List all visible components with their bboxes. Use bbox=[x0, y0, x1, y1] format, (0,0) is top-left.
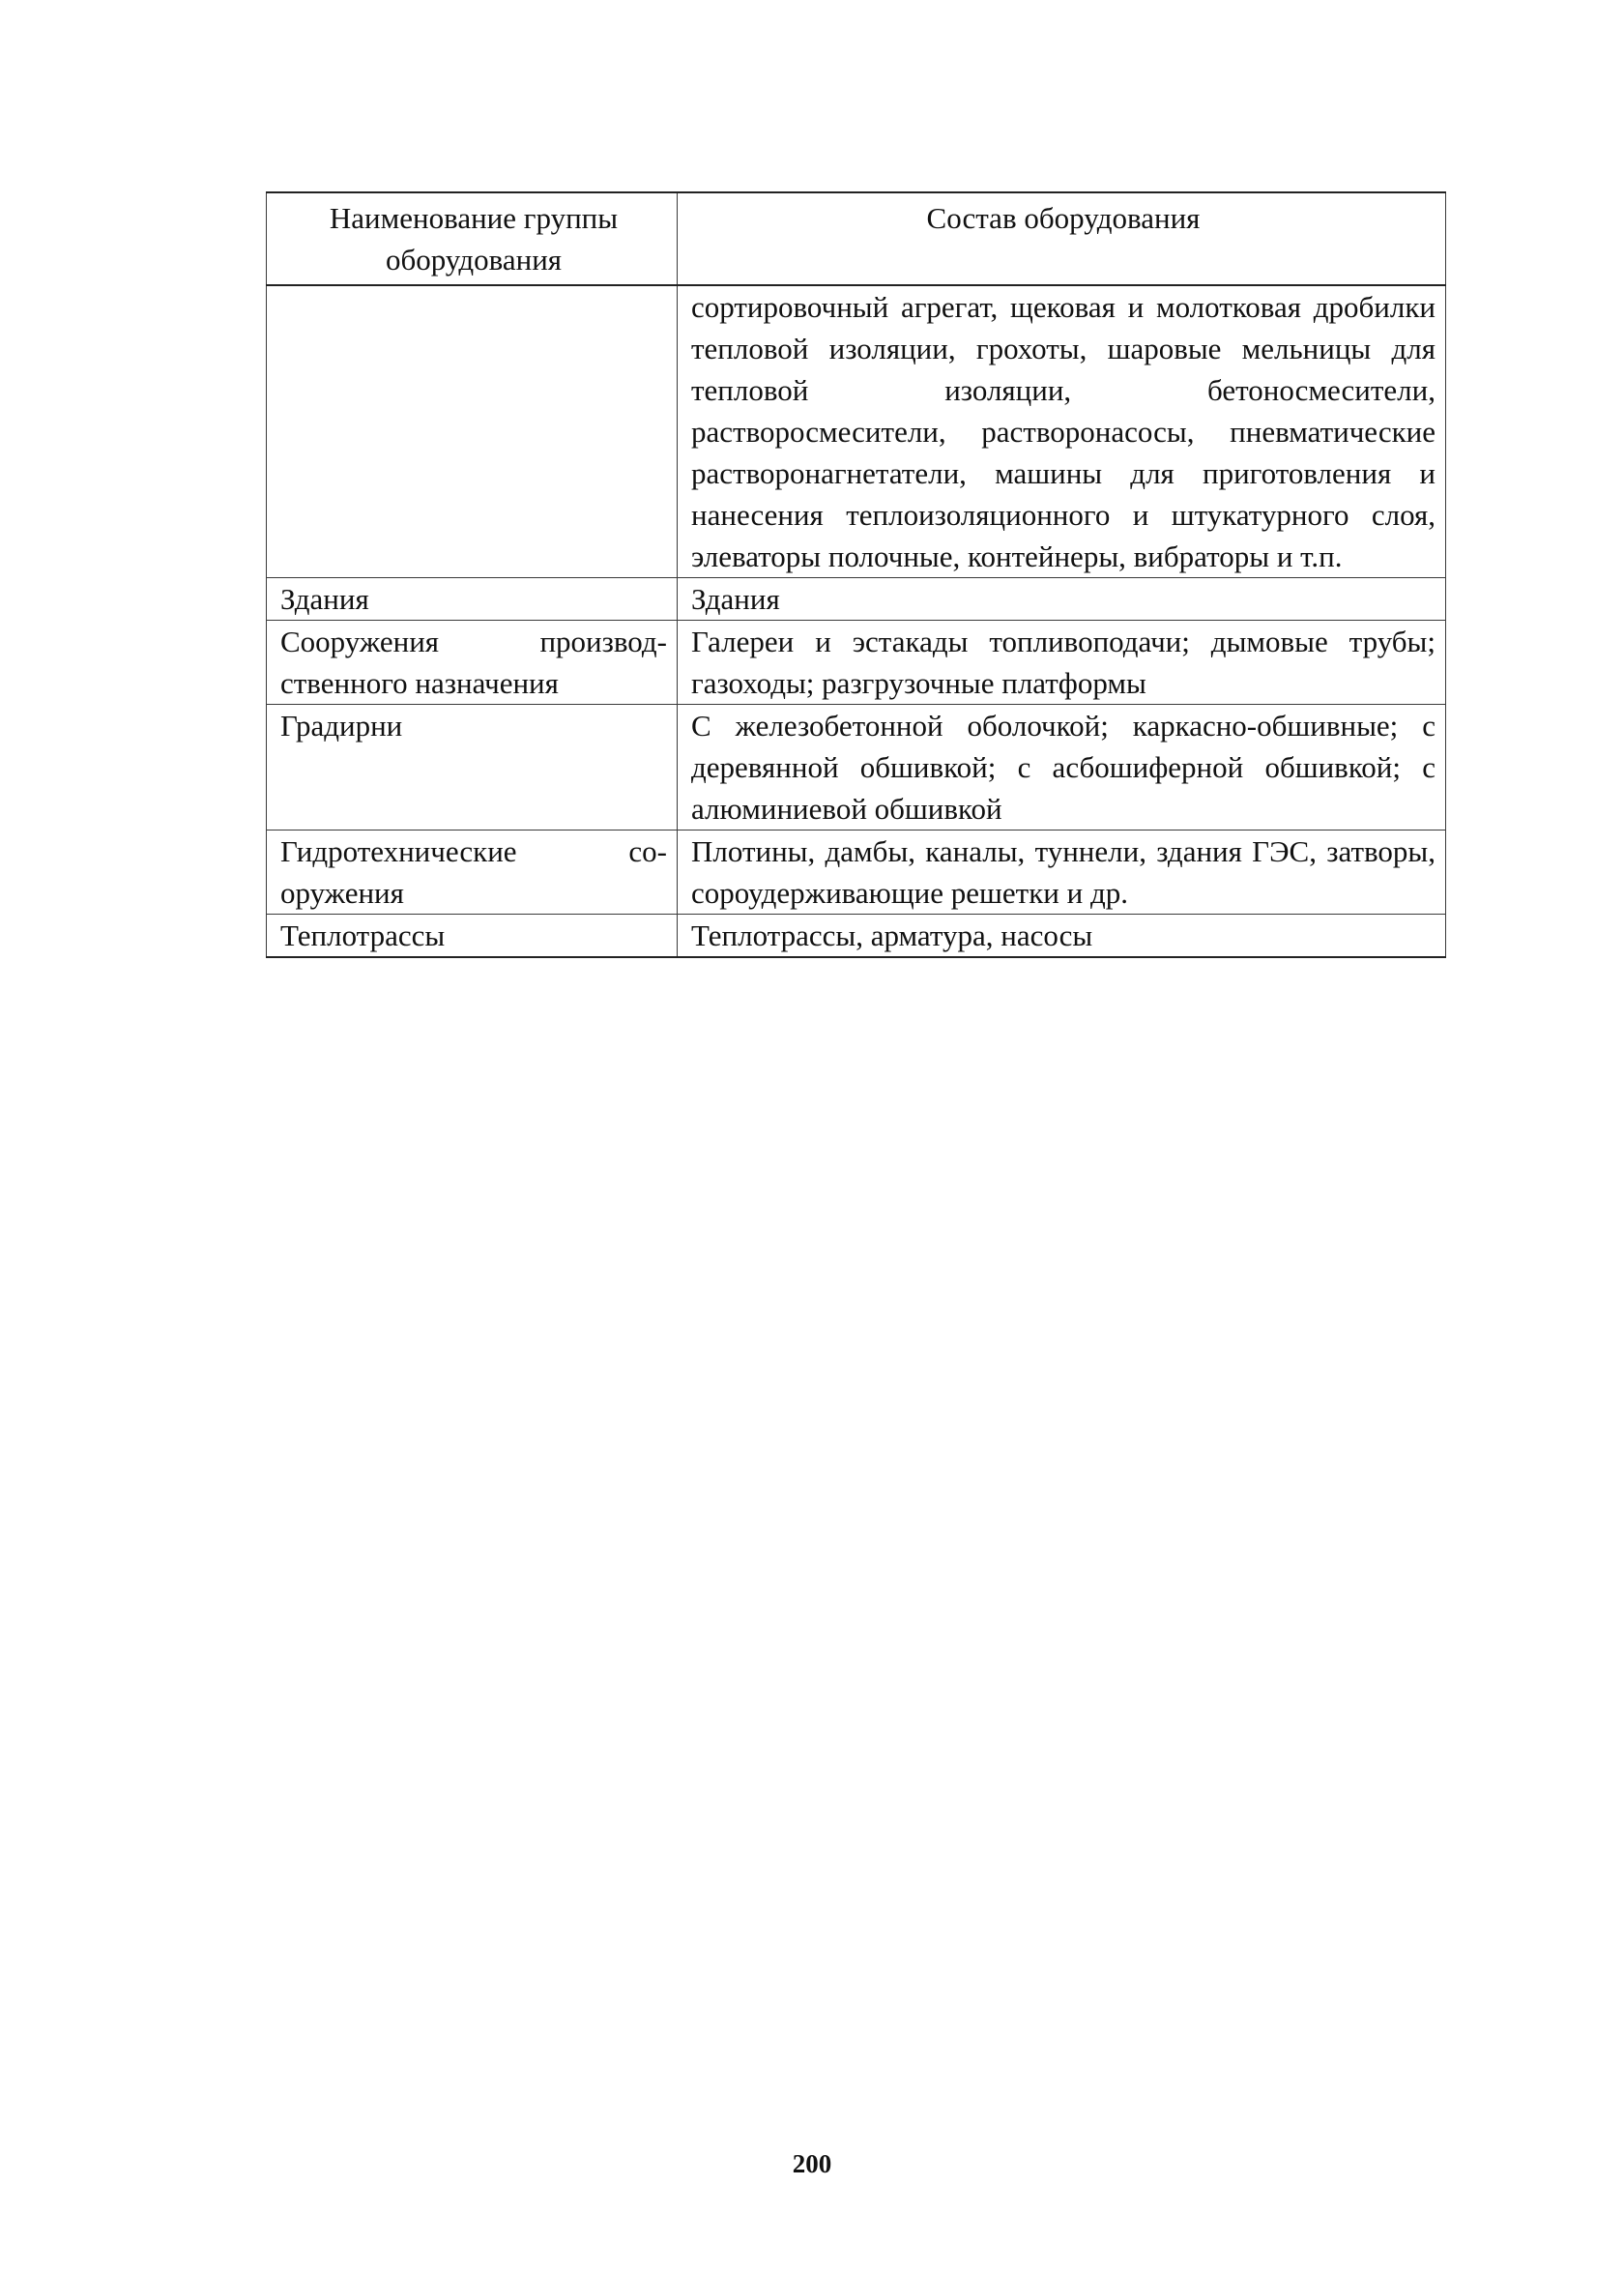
cell-group: Теплотрассы bbox=[267, 915, 678, 958]
cell-group bbox=[267, 285, 678, 578]
cell-composition: Плотины, дамбы, каналы, туннели, здания ГЭС, затворы, сороудерживающие решетки и др. bbox=[678, 831, 1446, 915]
cell-group: Гидротехнические сооружения bbox=[267, 831, 678, 915]
table-row bbox=[267, 915, 1446, 958]
cell-composition: сортировочный агрегат, щековая и молотковая дробилки тепловой изоляции, грохоты, шаровые мельницы для тепловой изоляции, бетоносмесители, растворосмесители, растворонасосы, пневматические растворонагнетатели, машины для приготовления и нанесения теплоизоляционного и штукатурного слоя, элеваторы полочные, контейнеры, вибраторы и т.п. bbox=[678, 285, 1446, 578]
cell-group: Сооружения производственного назначения bbox=[267, 621, 678, 705]
table-header-row bbox=[267, 192, 1446, 285]
equipment-table bbox=[266, 191, 1446, 958]
cell-composition: Галереи и эстакады топливоподачи; дымовые трубы; газоходы; разгрузочные платформы bbox=[678, 621, 1446, 705]
header-composition: Состав оборудования bbox=[678, 192, 1446, 285]
page-number: 200 bbox=[792, 2149, 832, 2178]
cell-group: Здания bbox=[267, 578, 678, 621]
cell-composition: С железобетонной оболочкой; каркасно-обшивные; с деревянной обшивкой; с асбошиферной обшивкой; с алюминиевой обшивкой bbox=[678, 705, 1446, 831]
cell-composition: Теплотрассы, арматура, насосы bbox=[678, 915, 1446, 958]
table-row bbox=[267, 621, 1446, 705]
table-row bbox=[267, 285, 1446, 578]
header-group-name: Наименование группы оборудования bbox=[267, 192, 678, 285]
table-row bbox=[267, 831, 1446, 915]
table-row bbox=[267, 578, 1446, 621]
table-row bbox=[267, 705, 1446, 831]
cell-group: Градирни bbox=[267, 705, 678, 831]
cell-composition: Здания bbox=[678, 578, 1446, 621]
